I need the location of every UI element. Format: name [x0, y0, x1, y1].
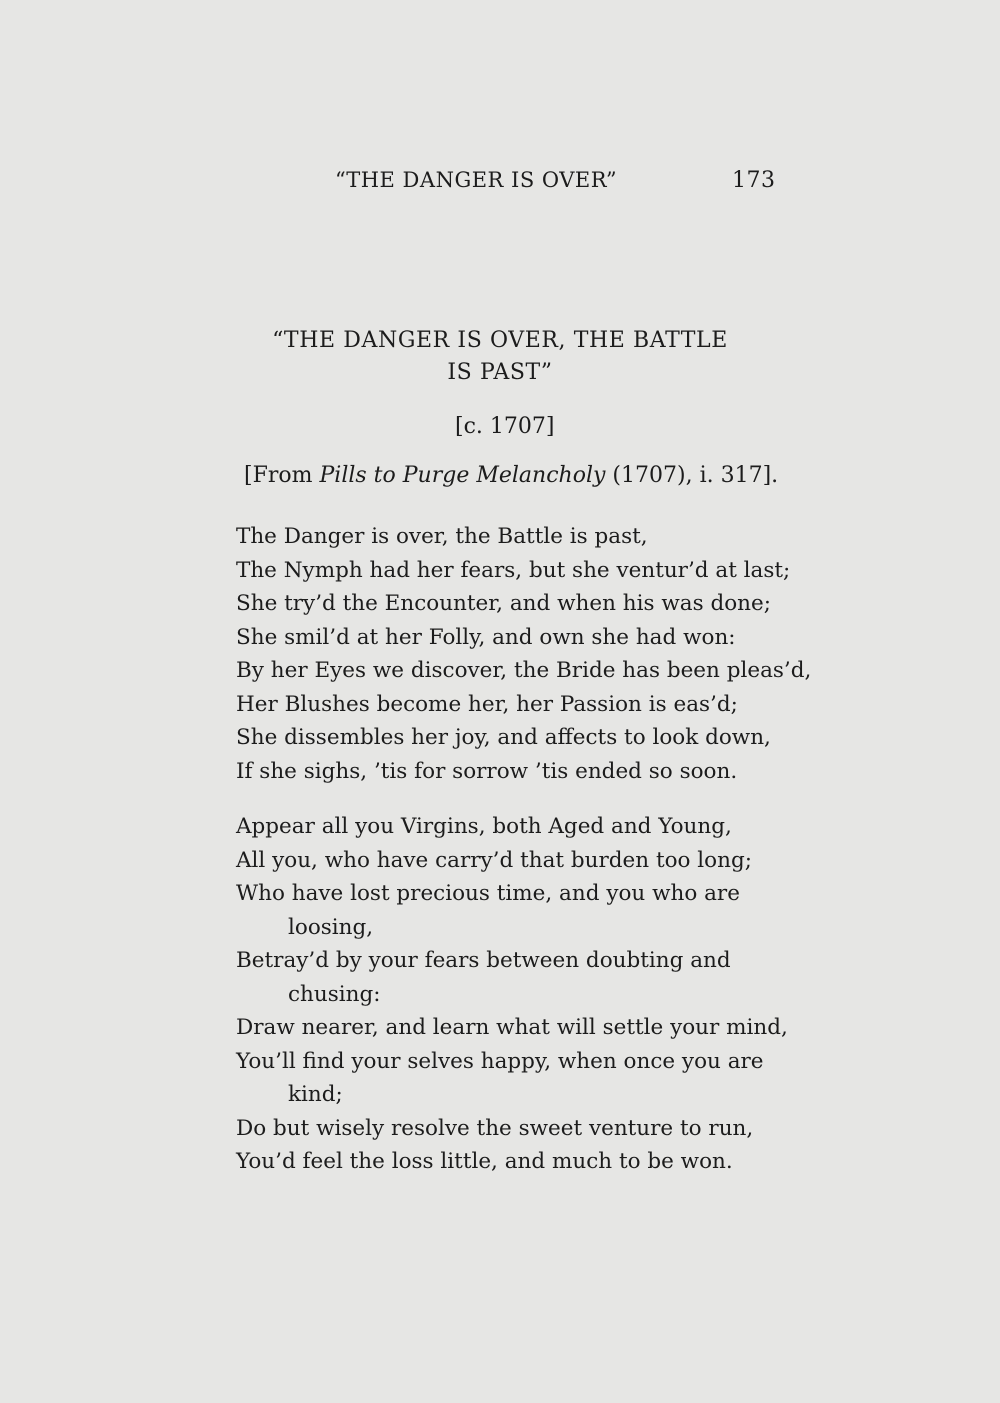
verse-line: By her Eyes we discover, the Bride has been pleas’d, [236, 658, 812, 683]
verse-line-continuation: loosing, [288, 914, 374, 940]
verse-line-continuation: kind; [288, 1082, 343, 1107]
verse-line: Her Blushes become her, her Passion is eas’d; [236, 691, 738, 717]
verse-line: If she sighs, ’tis for sorrow ’tis ended so soon. [236, 758, 738, 784]
stanza-2 [236, 810, 796, 1179]
verse-line: All you, who have carry’d that burden too long; [236, 847, 752, 873]
poem-title-line-1: “THE DANGER IS OVER, THE BATTLE [272, 328, 728, 353]
verse-line: She dissembles her joy, and affects to look down, [236, 725, 771, 750]
source-title: Pills to Purge Melancholy [319, 463, 606, 488]
page-number: 173 [732, 168, 776, 193]
verse-line: Betray’d by your fears between doubting and [236, 948, 731, 973]
poem-title [200, 325, 800, 389]
verse-line-continuation: chusing: [288, 981, 381, 1007]
verse-line: Draw nearer, and learn what will settle your mind, [236, 1015, 788, 1040]
verse-line: The Nymph had her fears, but she ventur’d at last; [236, 557, 791, 583]
source-prefix: [From [244, 463, 313, 488]
source-suffix: (1707), i. 317]. [612, 463, 779, 488]
verse-line: You’ll find your selves happy, when once you are [236, 1048, 764, 1074]
stanza-1 [236, 520, 812, 788]
verse-line: Appear all you Virgins, both Aged and Young, [236, 814, 732, 839]
verse-line: Do but wisely resolve the sweet venture to run, [236, 1115, 754, 1141]
verse-line: You’d feel the loss little, and much to be won. [236, 1149, 733, 1174]
poem-source [244, 463, 778, 488]
verse-line: She smil’d at her Folly, and own she had won: [236, 624, 736, 650]
verse-line: The Danger is over, the Battle is past, [236, 524, 648, 549]
verse-line: Who have lost precious time, and you who are [236, 881, 740, 906]
poem-date: [c. 1707] [455, 414, 555, 439]
running-title: “THE DANGER IS OVER” [335, 168, 618, 192]
poem-title-line-2: IS PAST” [447, 360, 553, 385]
verse-line: She try’d the Encounter, and when his was done; [236, 591, 771, 616]
